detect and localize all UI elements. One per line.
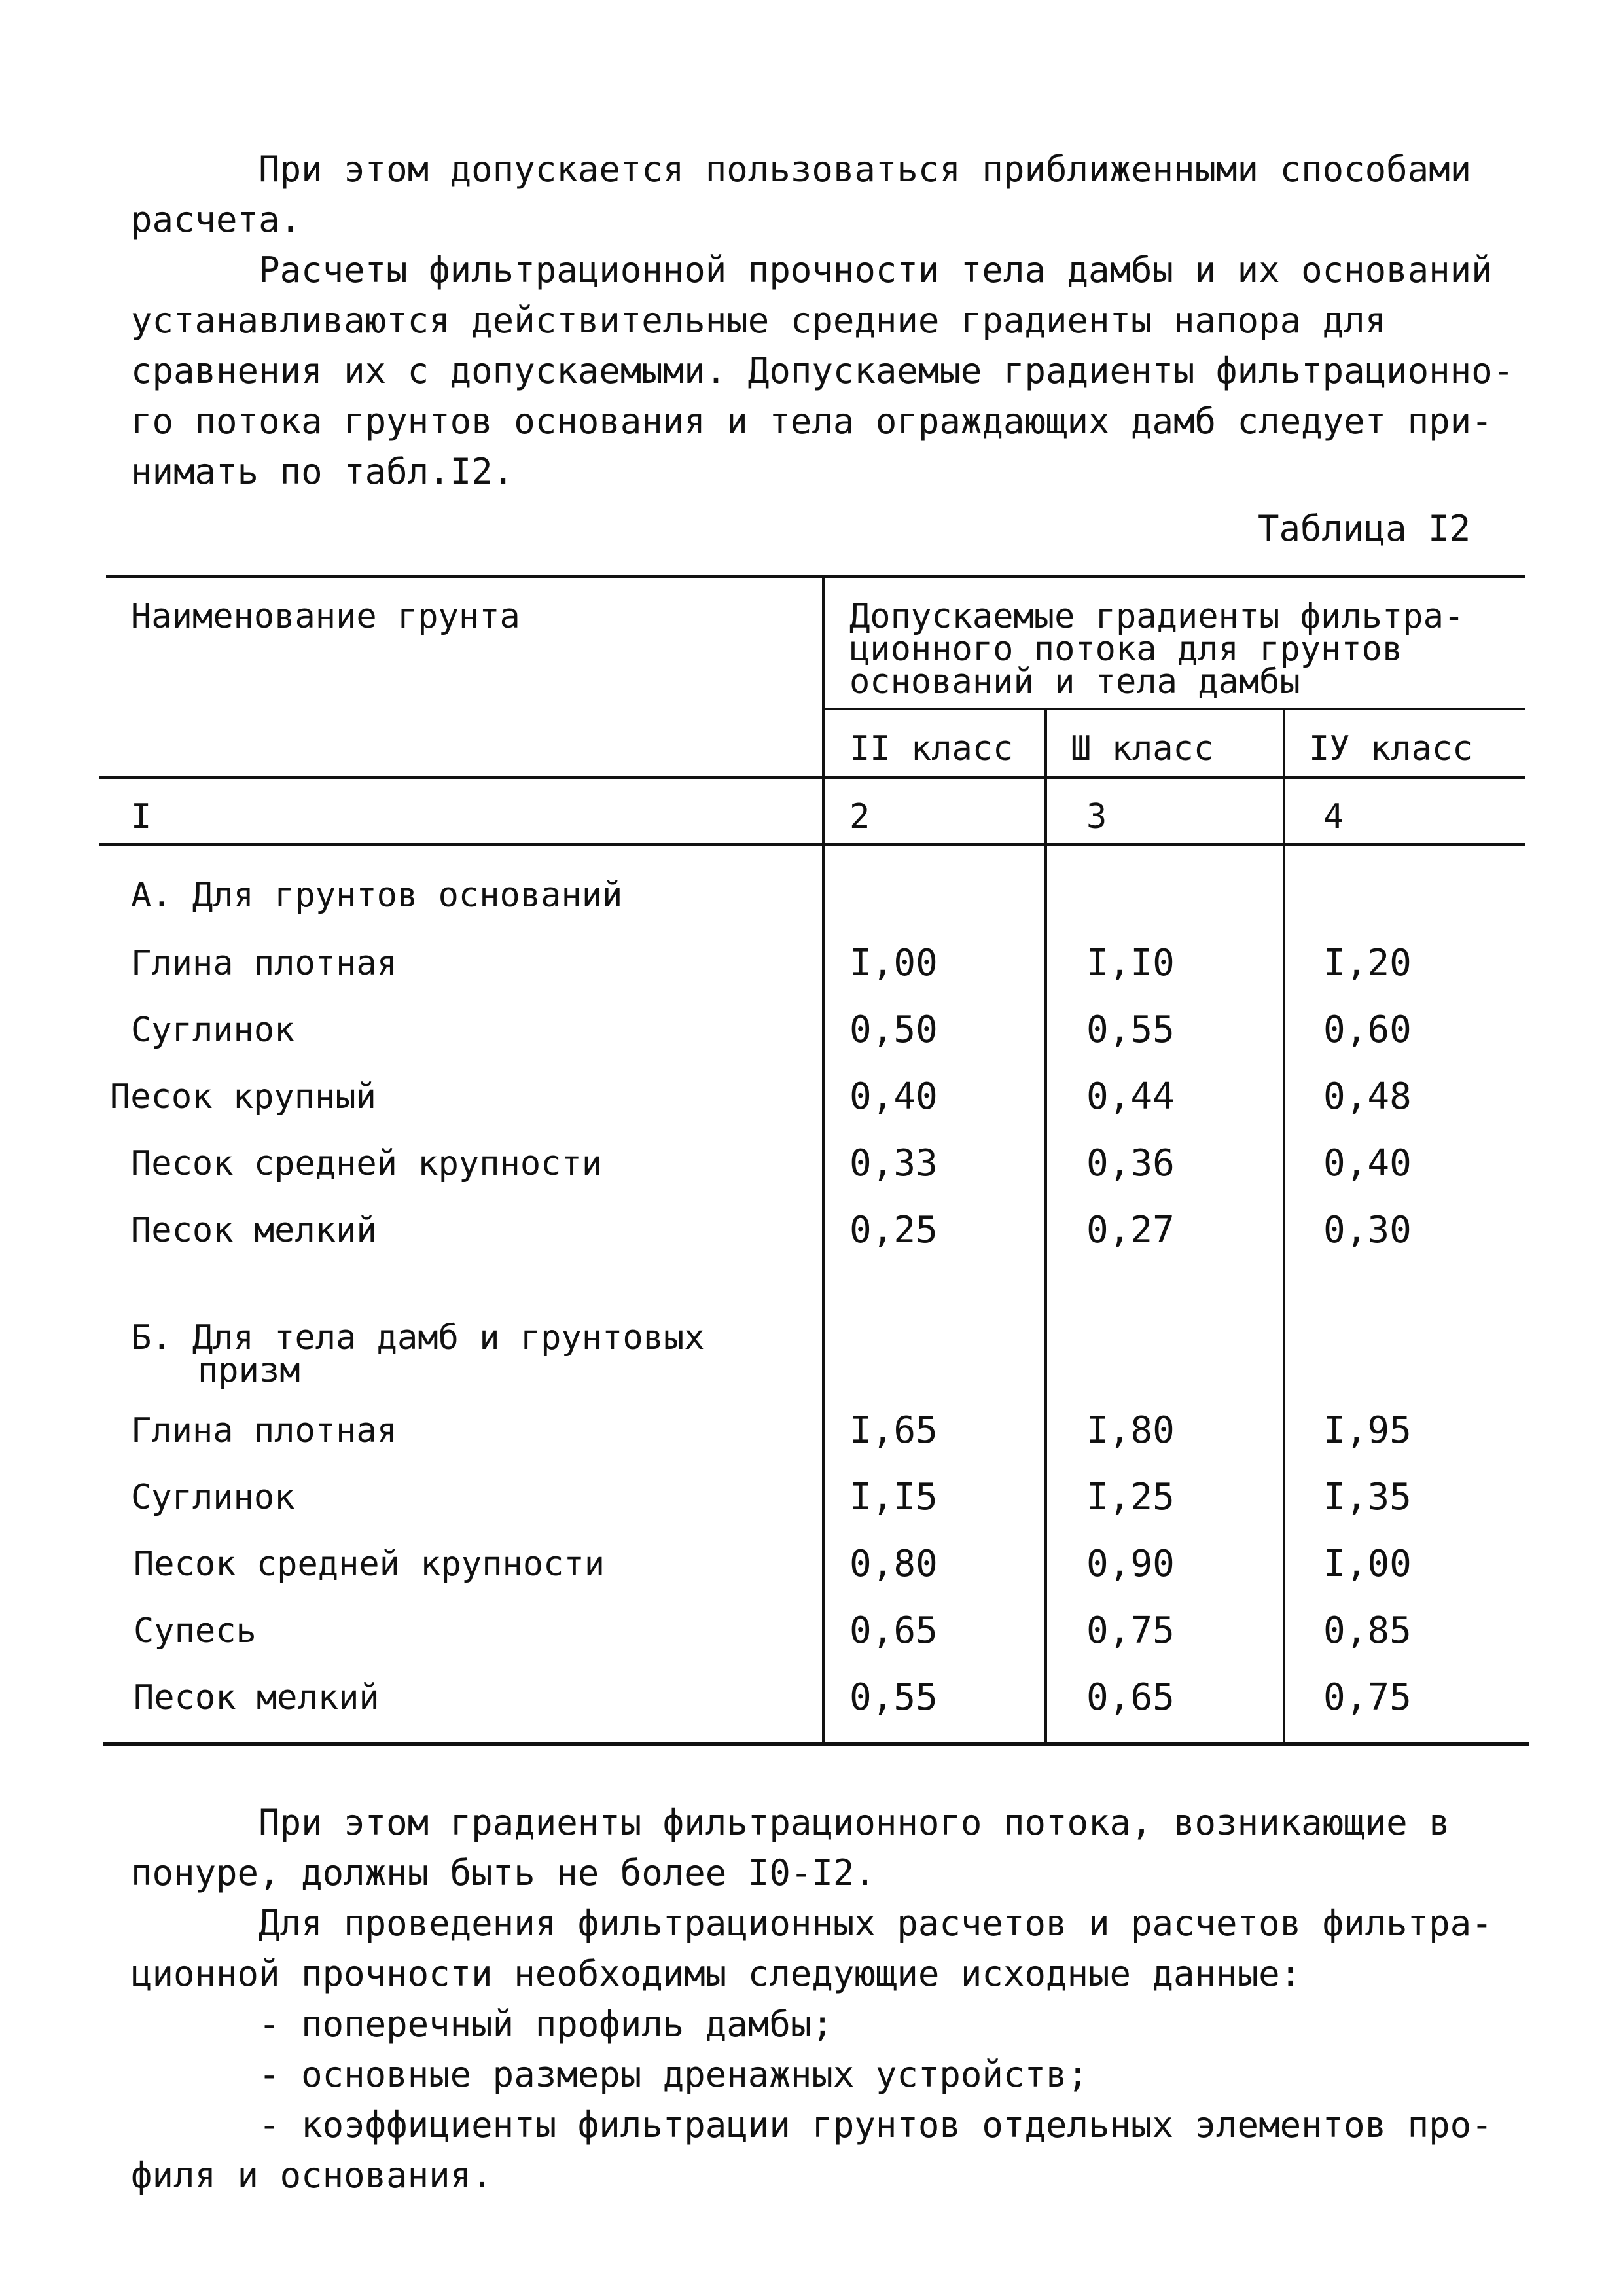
row-a2-class2: 0,50 <box>849 1009 938 1051</box>
section-a-title: А. Для грунтов оснований <box>131 876 623 915</box>
row-a1-class2: I,00 <box>849 942 938 984</box>
outro-line-1: При этом градиенты фильтрационного потока, возникающие в <box>131 1802 1450 1843</box>
outro-line-8: филя и основания. <box>131 2155 493 2196</box>
header-class-2: II класс <box>849 729 1014 768</box>
intro-line-7: нимать по табл.I2. <box>131 451 514 492</box>
intro-line-5: сравнения их с допускаемыми. Допускаемые градиенты фильтрационно- <box>131 350 1514 391</box>
row-b4-class4: 0,85 <box>1323 1609 1412 1652</box>
header-class-3: Ш класс <box>1071 729 1215 768</box>
intro-line-1: При этом допускается пользоваться приближенными способами <box>131 149 1472 190</box>
col-number-1: I <box>131 797 152 836</box>
row-a5-class2: 0,25 <box>849 1209 938 1251</box>
row-a4-class3: 0,36 <box>1086 1142 1175 1185</box>
row-a2-name: Суглинок <box>131 1011 295 1050</box>
row-a5-name: Песок мелкий <box>131 1211 377 1250</box>
col-number-2: 2 <box>849 797 870 836</box>
row-a4-name: Песок средней крупности <box>131 1144 603 1183</box>
row-a4-class2: 0,33 <box>849 1142 938 1185</box>
row-b2-name: Суглинок <box>131 1478 295 1517</box>
col-divider-1 <box>822 576 825 1744</box>
row-b3-class3: 0,90 <box>1086 1543 1175 1585</box>
row-a5-class4: 0,30 <box>1323 1209 1412 1251</box>
header-group-line-2: ционного потока для грунтов <box>849 630 1403 669</box>
row-b4-name: Супесь <box>134 1611 257 1651</box>
row-b3-class2: 0,80 <box>849 1543 938 1585</box>
row-a2-class3: 0,55 <box>1086 1009 1175 1051</box>
outro-line-3: Для проведения фильтрационных расчетов и расчетов фильтра- <box>131 1903 1493 1944</box>
section-b-title-line-1: Б. Для тела дамб и грунтовых <box>131 1318 705 1357</box>
header-group-line-3: оснований и тела дамбы <box>849 662 1300 702</box>
row-a1-class3: I,I0 <box>1086 942 1175 984</box>
intro-line-3: Расчеты фильтрационной прочности тела дамбы и их оснований <box>131 249 1493 291</box>
row-b4-class3: 0,75 <box>1086 1609 1175 1652</box>
row-b1-class3: I,80 <box>1086 1409 1175 1452</box>
row-b5-name: Песок мелкий <box>134 1678 380 1717</box>
col-divider-2 <box>1044 709 1047 1744</box>
row-b1-class4: I,95 <box>1323 1409 1412 1452</box>
row-b5-class3: 0,65 <box>1086 1676 1175 1719</box>
row-a5-class3: 0,27 <box>1086 1209 1175 1251</box>
header-group-rule <box>823 708 1525 710</box>
row-b4-class2: 0,65 <box>849 1609 938 1652</box>
row-b3-name: Песок средней крупности <box>134 1545 605 1584</box>
outro-line-2: понуре, должны быть не более I0-I2. <box>131 1852 876 1893</box>
row-b1-class2: I,65 <box>849 1409 938 1452</box>
colnum-bottom-rule <box>99 843 1525 846</box>
header-soil-name: Наименование грунта <box>131 597 520 636</box>
outro-line-6: - основные размеры дренажных устройств; <box>131 2054 1088 2095</box>
row-a3-class2: 0,40 <box>849 1075 938 1118</box>
row-a3-name: Песок крупный <box>110 1077 376 1117</box>
header-bottom-rule <box>99 776 1525 779</box>
row-a1-name: Глина плотная <box>131 944 397 983</box>
outro-line-4: ционной прочности необходимы следующие исходные данные: <box>131 1953 1302 1994</box>
row-b2-class2: I,I5 <box>849 1476 938 1518</box>
row-b2-class4: I,35 <box>1323 1476 1412 1518</box>
col-number-4: 4 <box>1323 797 1344 836</box>
col-divider-3 <box>1283 709 1285 1744</box>
row-b1-name: Глина плотная <box>131 1411 397 1450</box>
table-top-rule <box>106 575 1525 578</box>
row-a2-class4: 0,60 <box>1323 1009 1412 1051</box>
row-b5-class2: 0,55 <box>849 1676 938 1719</box>
row-a3-class4: 0,48 <box>1323 1075 1412 1118</box>
section-b-title-line-2: призм <box>198 1351 300 1390</box>
intro-line-6: го потока грунтов основания и тела ограждающих дамб следует при- <box>131 401 1493 442</box>
outro-line-7: - коэффициенты фильтрации грунтов отдельных элементов про- <box>131 2104 1493 2145</box>
intro-line-2: расчета. <box>131 199 302 240</box>
header-group-line-1: Допускаемые градиенты фильтра- <box>849 597 1465 636</box>
header-class-4: IУ класс <box>1309 729 1473 768</box>
intro-line-4: устанавливаются действительные средние градиенты напора для <box>131 300 1387 341</box>
row-a4-class4: 0,40 <box>1323 1142 1412 1185</box>
row-a1-class4: I,20 <box>1323 942 1412 984</box>
row-b2-class3: I,25 <box>1086 1476 1175 1518</box>
col-number-3: 3 <box>1086 797 1107 836</box>
table-bottom-rule <box>103 1742 1529 1746</box>
row-a3-class3: 0,44 <box>1086 1075 1175 1118</box>
table-caption: Таблица I2 <box>1258 508 1471 549</box>
row-b5-class4: 0,75 <box>1323 1676 1412 1719</box>
row-b3-class4: I,00 <box>1323 1543 1412 1585</box>
outro-line-5: - поперечный профиль дамбы; <box>131 2003 833 2045</box>
